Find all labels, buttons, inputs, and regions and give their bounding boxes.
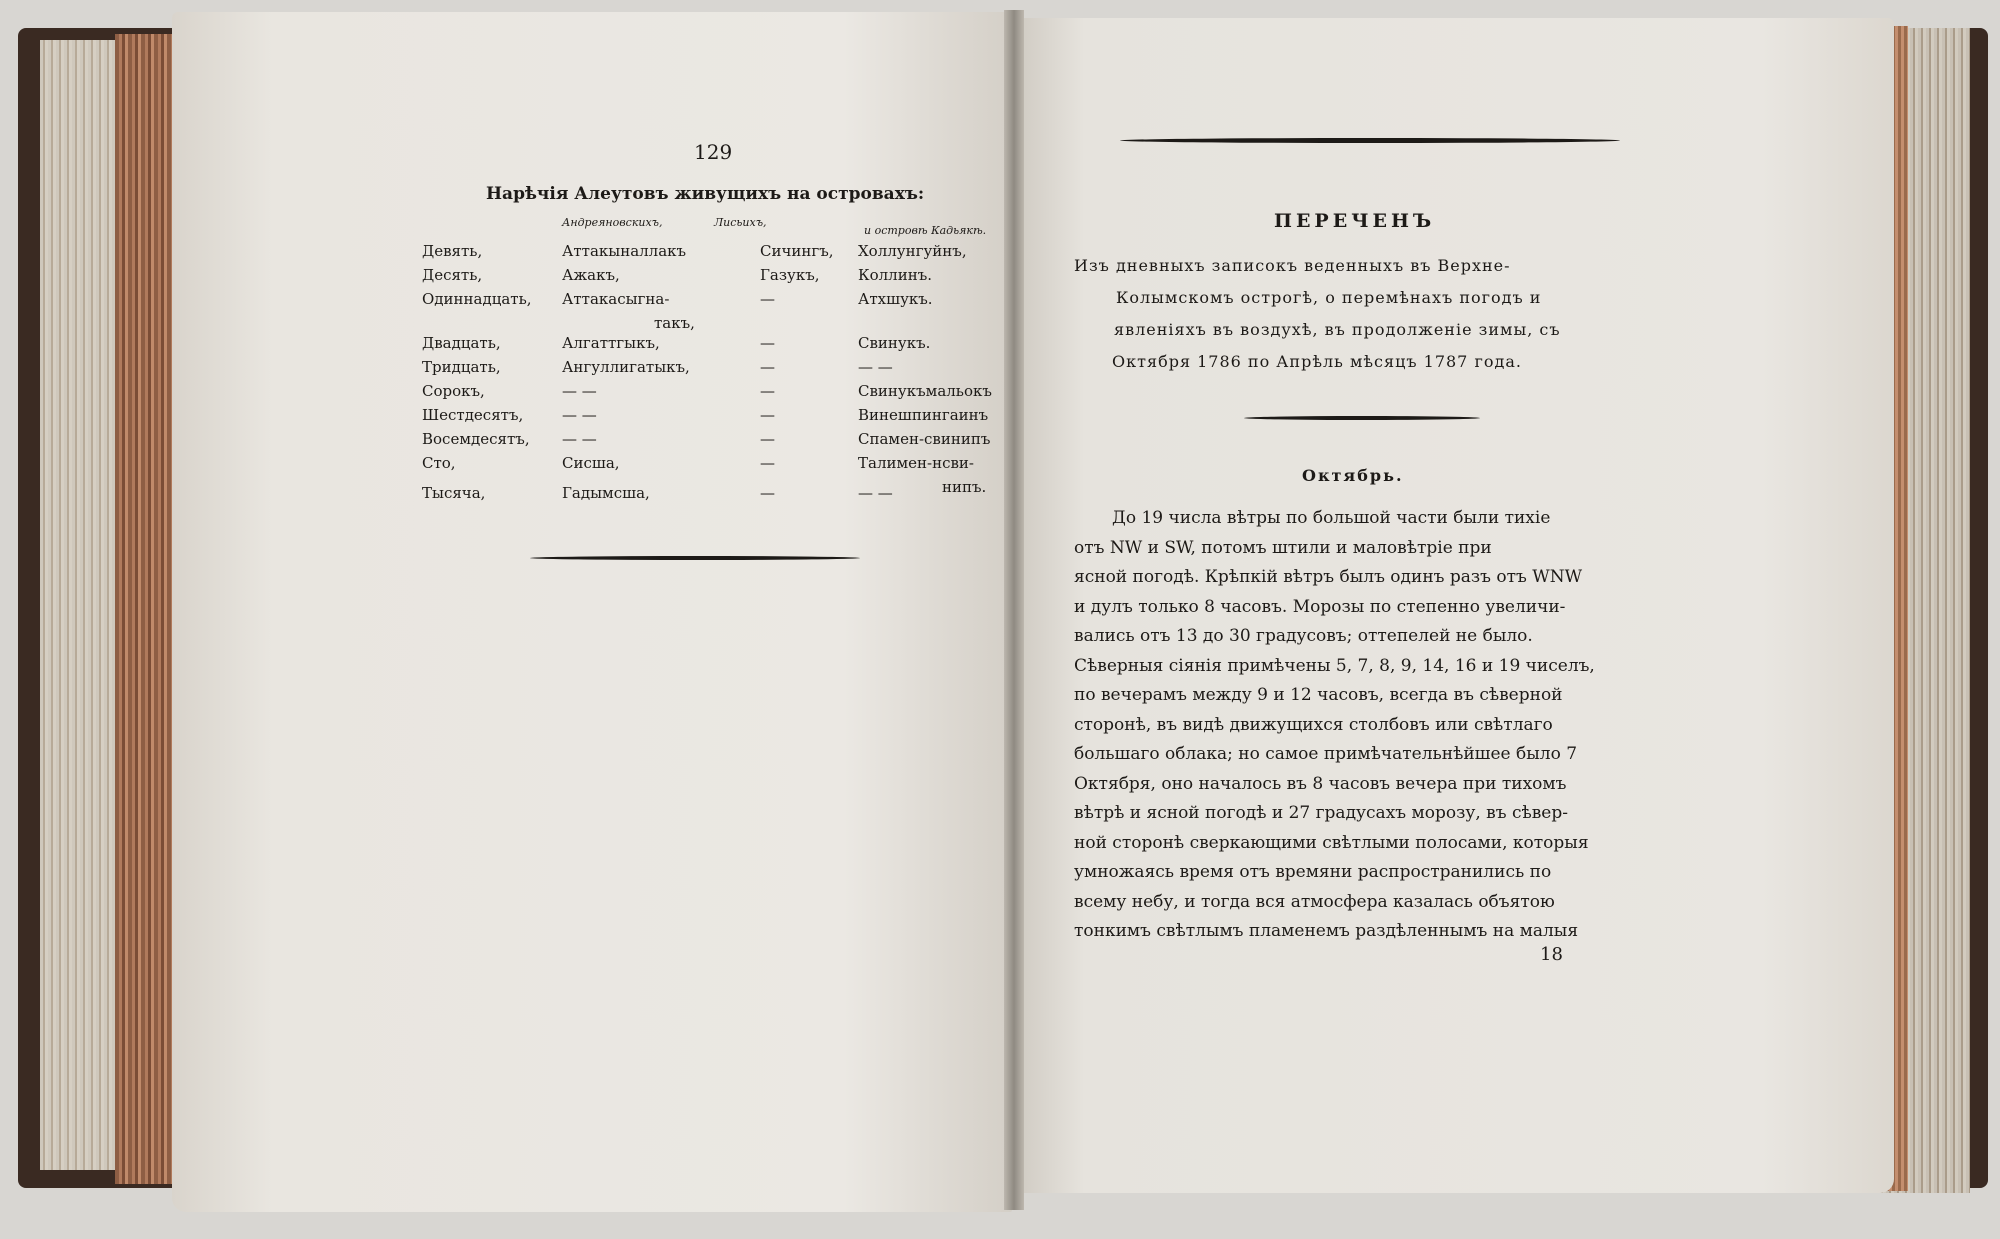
top-rule	[1120, 138, 1620, 143]
table-cell-word: Сто,	[422, 454, 456, 472]
body-line: всему небу, и тогда вся атмосфера казалась объятою	[1074, 891, 1555, 912]
table-cell-c2: —	[760, 358, 775, 376]
body-line: по вечерамъ между 9 и 12 часовъ, всегда въ сѣверной	[1074, 685, 1563, 705]
subtitle-line: Изъ дневныхъ записокъ веденныхъ въ Верхне-	[1074, 256, 1511, 275]
table-cell-c1: Ажакъ,	[562, 266, 620, 284]
column-header-lisi: Лисьихъ,	[714, 216, 767, 229]
table-cell-c3: Коллинъ.	[858, 266, 933, 284]
body-line: Сѣверныя сіянія примѣчены 5, 7, 8, 9, 14, 16 и 19 чиселъ,	[1074, 655, 1595, 676]
table-cell-c3: нипъ.	[942, 478, 987, 496]
table-cell-c3: Свинукъ.	[858, 334, 931, 352]
table-cell-c3: Талимен-нсви-	[858, 454, 974, 472]
table-cell-word: Тысяча,	[422, 484, 486, 502]
table-cell-c2: Сичингъ,	[760, 242, 834, 260]
table-cell-c3: Винешпингаинъ	[858, 406, 989, 424]
table-cell-c3: — —	[858, 358, 893, 376]
body-line: и дулъ только 8 часовъ. Морозы по степенно увеличи-	[1074, 596, 1566, 617]
table-cell-c3: Спамен-свинипъ	[858, 430, 991, 448]
table-cell-word: Девять,	[422, 242, 483, 260]
table-cell-c1: Сисша,	[562, 454, 620, 472]
book-gutter	[1004, 10, 1024, 1210]
table-cell-c2: —	[760, 334, 775, 352]
table-cell-word: Шестдесятъ,	[422, 406, 524, 424]
mid-rule	[1244, 416, 1480, 420]
table-cell-c3: — —	[858, 484, 893, 502]
table-cell-word: Восемдесятъ,	[422, 430, 530, 448]
table-cell-c2: —	[760, 430, 775, 448]
table-cell-c1: — —	[562, 406, 597, 424]
column-header-kadyak: и островѣ Кадьякѣ.	[864, 224, 987, 237]
table-cell-c2: —	[760, 290, 775, 308]
table-cell-c3: Атхшукъ.	[858, 290, 933, 308]
table-cell-c2: —	[760, 484, 775, 502]
body-line: ясной погодѣ. Крѣпкій вѣтръ былъ одинъ разъ отъ WNW	[1074, 567, 1583, 587]
month-heading: Октябрь.	[1302, 466, 1404, 485]
table-cell-c2: —	[760, 382, 775, 400]
body-line: вались отъ 13 до 30 градусовъ; оттепелей не было.	[1074, 626, 1533, 646]
table-cell-c2: —	[760, 454, 775, 472]
body-line: вѣтрѣ и ясной погодѣ и 27 градусахъ морозу, въ сѣвер-	[1074, 803, 1568, 823]
table-cell-c2: Газукъ,	[760, 266, 820, 284]
body-line: Октября, оно началось въ 8 часовъ вечера при тихомъ	[1074, 773, 1567, 794]
table-cell-c1: такъ,	[654, 314, 695, 332]
column-header-andreyanov: Андреяновскихъ,	[562, 216, 663, 229]
subtitle-line: Октября 1786 по Апрѣль мѣсяцъ 1787 года.	[1112, 352, 1522, 371]
body-line: тонкимъ свѣтлымъ пламенемъ раздѣленнымъ на малыя	[1074, 921, 1579, 941]
table-cell-c1: Гадымсша,	[562, 484, 650, 502]
table-cell-c1: — —	[562, 430, 597, 448]
body-line: ной сторонѣ сверкающими свѣтлыми полосами, которыя	[1074, 832, 1589, 853]
table-cell-word: Десять,	[422, 266, 483, 284]
body-line: До 19 числа вѣтры по большой части были тихіе	[1112, 508, 1551, 528]
section-title: ПЕРЕЧЕНЪ	[1274, 210, 1436, 232]
table-cell-word: Сорокъ,	[422, 382, 485, 400]
divider-rule	[530, 556, 860, 560]
table-cell-c1: Ангуллигатыкъ,	[562, 358, 690, 376]
body-line: большаго облака; но самое примѣчательнѣйшее было 7	[1074, 744, 1578, 764]
table-cell-c3: Холлунгуйнъ,	[858, 242, 967, 260]
subtitle-line: явленіяхъ въ воздухѣ, въ продолженіе зимы, съ	[1114, 320, 1561, 339]
table-cell-c3: Свинукъмальокъ	[858, 382, 992, 400]
page-number: 129	[694, 140, 733, 164]
table-cell-c1: Аттакыналлакъ	[562, 242, 687, 260]
subtitle-line: Колымскомъ острогѣ, о перемѣнахъ погодъ и	[1116, 288, 1542, 307]
table-cell-c1: — —	[562, 382, 597, 400]
table-cell-word: Двадцать,	[422, 334, 501, 352]
table-cell-word: Одиннадцать,	[422, 290, 532, 308]
body-line: сторонѣ, въ видѣ движущихся столбовъ или свѣтлаго	[1074, 714, 1553, 735]
table-cell-c2: —	[760, 406, 775, 424]
table-cell-word: Тридцать,	[422, 358, 501, 376]
table-cell-c1: Алгаттгыкъ,	[562, 334, 660, 352]
table-caption: Нарѣчія Алеутовъ живущихъ на островахъ:	[486, 184, 925, 204]
table-cell-c1: Аттакасыгна-	[562, 290, 670, 308]
body-line: отъ NW и SW, потомъ штили и маловѣтріе при	[1074, 537, 1492, 558]
signature-mark: 18	[1540, 944, 1563, 965]
body-line: умножаясь время отъ времяни распространились по	[1074, 862, 1552, 882]
